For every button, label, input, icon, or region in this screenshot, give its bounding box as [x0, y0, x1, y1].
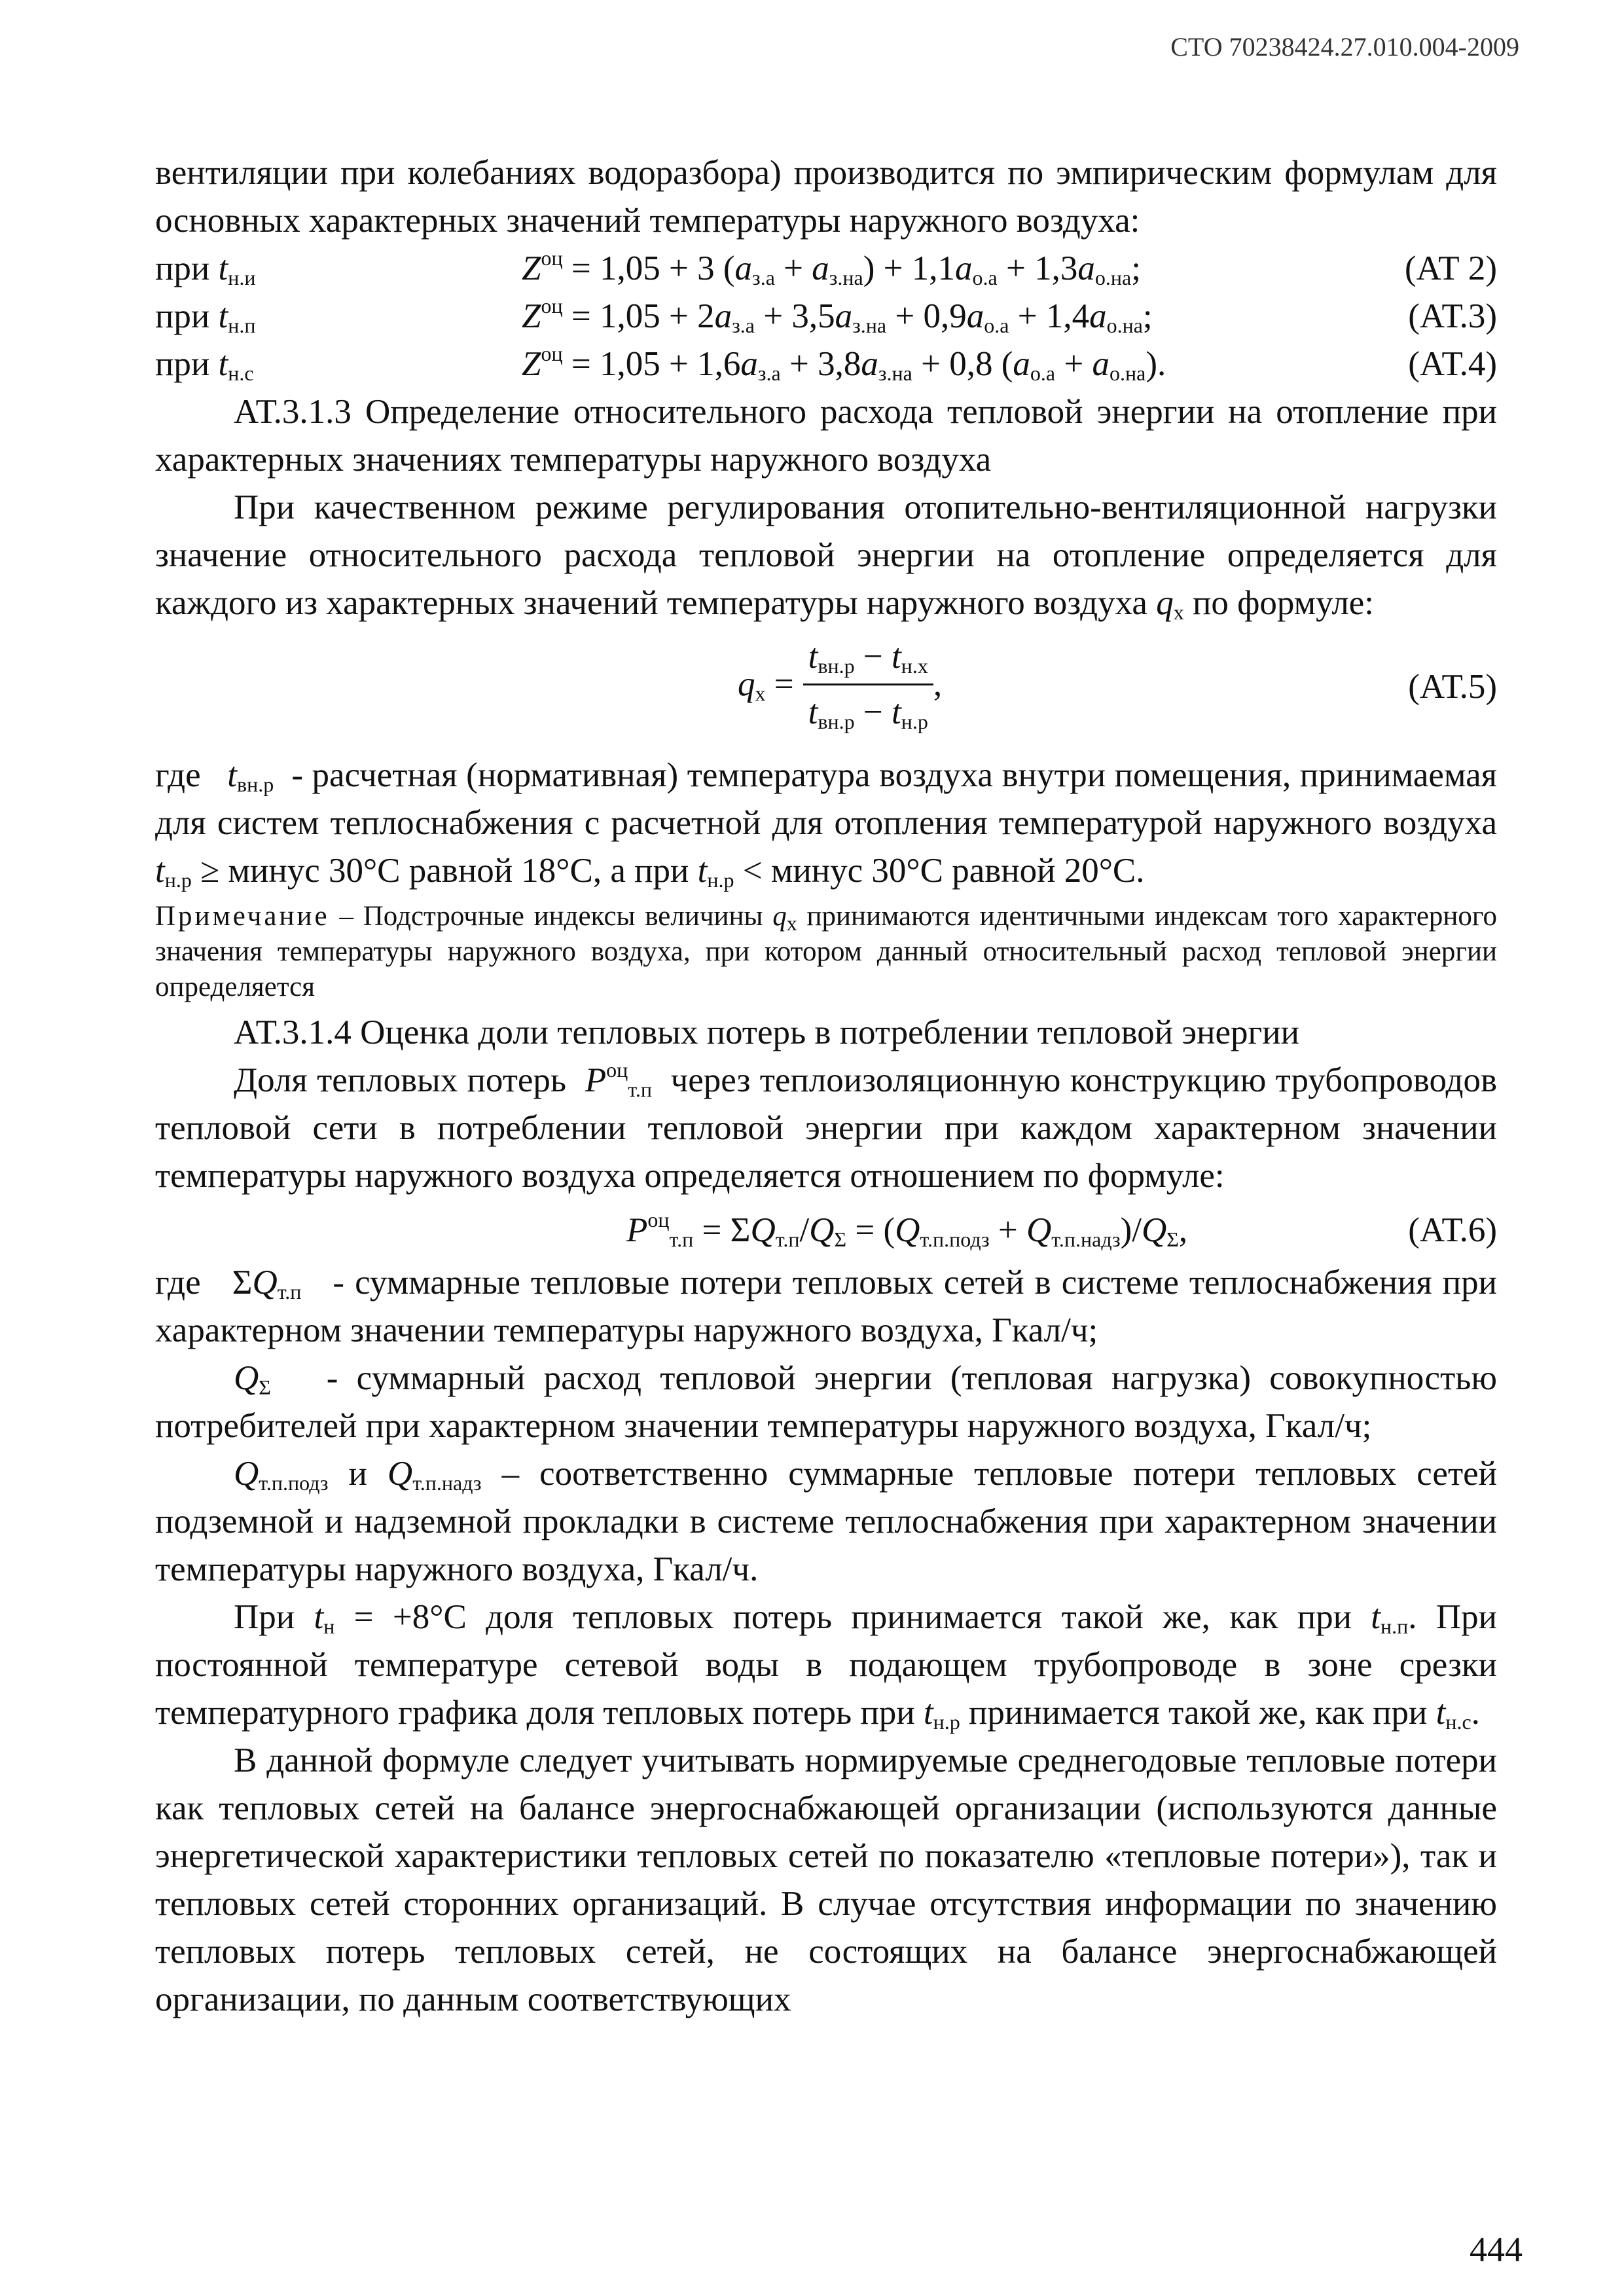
equation-number: (АТ.6): [1408, 1211, 1497, 1249]
where-definition-tvnp: где $t_{вн.р}$ - расчетная (нормативная) температура воздуха внутри помещения, принимаемая для систем теплоснабжения с расчетной для отопления температурой наружного воздуха $t_{н.р}$ ≥ минус 30°С равной 18°С, а при $t_{н.р}$ < минус 30°С равной 20°С.: [155, 756, 1498, 892]
formula-at4: при $t_{н.с}$ $Z^{оц} = 1,05 + 1,6a_{з.а} + 3,8a_{з.на} + 0,8$ $(a_{о.а} + a_{о.на})$. (АТ.4): [155, 340, 1497, 388]
page-body: [155, 149, 1497, 2024]
formula-at3: при $t_{н.п}$ $Z^{оц} = 1,05 + 2a_{з.а} + 3,5a_{з.на} + 0,9a_{о.а} + 1,4a_{о.на}$; (АТ.3): [155, 293, 1497, 340]
equation-number: (АТ.4): [1408, 345, 1497, 383]
section-heading-313: АТ.3.1.3 Определение относительного расхода тепловой энергии на отопление при характерных значениях температуры наружного воздуха: [155, 393, 1497, 479]
paragraph-losses: В данной формуле следует учитывать нормируемые среднегодовые тепловые потери как тепловых сетей на балансе энергоснабжающей организации (используются данные энергетической характеристики тепловых сетей по показателю «тепловые потери»), так и тепловых сетей сторонних организаций. В случае отсутствия информации по значению тепловых потерь тепловых сетей, не состоящих на балансе энергоснабжающей организации, по данным соответствующих: [155, 1741, 1497, 2018]
note: Примечание – Подстрочные индексы величины $q_х$ принимаются идентичными индексам того характерного значения температуры наружного воздуха, при котором данный относительный расход тепловой энергии определяется: [155, 901, 1497, 1002]
formula-at5: $q_х$ = $\frac{t_{вн.р} - t_{н.х}}{t_{вн.р} - t_{н.р}}$ , (АТ.5): [155, 627, 1497, 752]
equation-number: (АТ 2): [1404, 249, 1497, 287]
where-definition-qsum: $Q_\Sigma$ - суммарный расход тепловой энергии (тепловая нагрузка) совокупностью потребителей при характерном значении температуры наружного воздуха, Гкал/ч;: [155, 1359, 1497, 1445]
page-number: 444: [1470, 2230, 1523, 2269]
document-code-header: СТО 70238424.27.010.004-2009: [1170, 32, 1519, 62]
paragraph-313: При качественном режиме регулирования отопительно-вентиляционной нагрузки значение относительного расхода тепловой энергии на отопление определяется для каждого из характерных значений температуры наружного воздуха $q_х$ по формуле:: [155, 488, 1497, 624]
paragraph-314: Доля тепловых потерь $P^{оц}_{т.п}$ через теплоизоляционную конструкцию трубопроводов тепловой сети в потреблении тепловой энергии при каждом характерном значении температуры наружного воздуха определяется отношением по формуле:: [155, 1058, 1498, 1195]
paragraph-intro: вентиляции при колебаниях водоразбора) производится по эмпирическим формулам для основных характерных значений температуры наружного воздуха:: [155, 154, 1497, 240]
paragraph-tn: При $t_н = +8^\circ С$ доля тепловых потерь принимается такой же, как при $t_{н.п}$. При постоянной температуре сетевой воды в подающем трубопроводе в зоне срезки температурного графика доля тепловых потерь при $t_{н.р}$ принимается такой же, как при $t_{н.с}$.: [155, 1598, 1497, 1734]
where-definition-sumq: где $\Sigma Q_{т.п}$ - суммарные тепловые потери тепловых сетей в системе теплоснабжения при характерном значении температуры наружного воздуха, Гкал/ч;: [155, 1264, 1497, 1349]
section-heading-314: АТ.3.1.4 Оценка доли тепловых потерь в потреблении тепловой энергии: [234, 1013, 1300, 1051]
equation-number: (АТ.3): [1408, 297, 1497, 335]
where-definition-qpodz: $Q_{т.п.подз}$ и $Q_{т.п.надз}$ – соответственно суммарные тепловые потери тепловых сетей подземной и надземной прокладки в системе теплоснабжения при характерном значении температуры наружного воздуха, Гкал/ч.: [155, 1455, 1497, 1588]
formula-at2: при $t_{н.и}$ $Z^{оц} = 1,05 + 3$ $(a_{з.а} + a_{з.на}) + 1,1a_{о.а} + 1,3a_{о.на}$; (АТ 2): [155, 245, 1497, 293]
equation-number: (АТ.5): [1408, 668, 1497, 706]
formula-at6: $P^{оц}_{т.п} = \Sigma Q_{т.п}/Q_\Sigma = (Q_{т.п.подз} + Q_{т.п.надз})/Q_\Sigma$, (АТ.6): [155, 1200, 1497, 1259]
